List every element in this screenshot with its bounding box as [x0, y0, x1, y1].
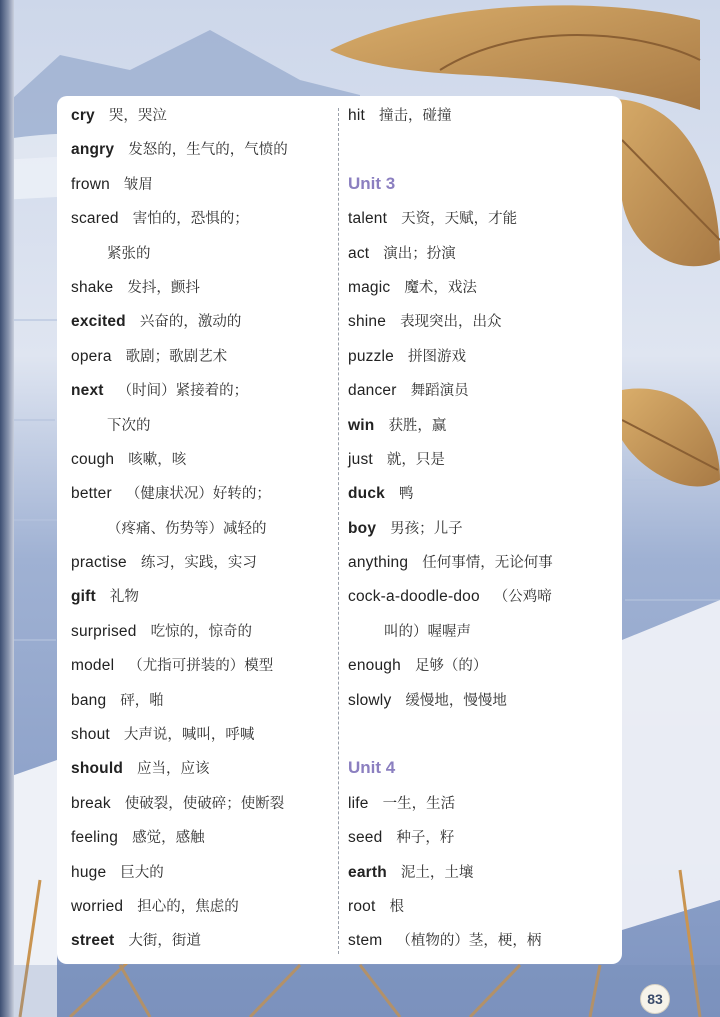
vocab-entry: [71, 855, 333, 889]
vocab-meaning: 礼物: [109, 589, 139, 606]
vocab-entry: [71, 408, 333, 442]
vocab-entry: [71, 820, 333, 854]
vocab-word: earth: [348, 863, 387, 881]
vocab-entry: [71, 270, 333, 304]
vocab-meaning: （时间）紧接着的；: [117, 383, 249, 400]
vocab-entry: [71, 683, 333, 717]
vocab-meaning: 就，只是: [386, 451, 445, 468]
vocab-entry: [348, 648, 610, 682]
vocab-word: gift: [71, 588, 96, 606]
vocab-word: life: [348, 794, 369, 812]
vocab-entry: [71, 201, 333, 235]
vocab-meaning: 一生，生活: [382, 795, 456, 812]
vocab-entry: [348, 442, 610, 476]
vocab-entry: [71, 167, 333, 201]
vocab-meaning: 歌剧；歌剧艺术: [125, 348, 228, 365]
vocab-entry: [348, 476, 610, 510]
vocab-meaning: 叫的）喔喔声: [384, 623, 471, 640]
vocab-meaning: 练习，实践，实习: [140, 555, 257, 572]
vocab-entry: [71, 98, 333, 132]
vocab-meaning: 砰，啪: [120, 692, 164, 709]
vocab-meaning: 大街，街道: [128, 933, 201, 950]
vocab-word: stem: [348, 932, 383, 950]
vocab-entry: [348, 683, 610, 717]
vocab-word: slowly: [348, 691, 392, 709]
vocab-entry: [71, 442, 333, 476]
left-column: [71, 98, 333, 958]
vocab-meaning: 根: [389, 898, 405, 915]
unit-heading: Unit 3: [348, 173, 396, 193]
vocab-meaning: 发怒的，生气的，气愤的: [128, 142, 288, 159]
vocab-word: boy: [348, 519, 377, 537]
page-number: 83: [640, 984, 670, 1014]
vocab-meaning: 吃惊的，惊奇的: [150, 623, 253, 640]
vocab-word: shout: [71, 726, 110, 744]
vocab-word: bang: [71, 691, 107, 709]
vocab-entry: [348, 98, 610, 132]
vocab-meaning: 哭，哭泣: [108, 108, 167, 124]
vocab-meaning: （植物的）茎，梗，柄: [396, 933, 542, 950]
vocab-meaning: 男孩；儿子: [390, 520, 463, 537]
vocab-entry: [71, 614, 333, 648]
vocab-word: talent: [348, 210, 388, 228]
vocab-word: magic: [348, 278, 391, 296]
vocab-word: next: [71, 382, 104, 400]
vocab-word: shake: [71, 278, 114, 296]
spacer: [348, 717, 610, 751]
vocab-word: cock-a-doodle-doo: [348, 588, 480, 606]
vocab-word: practise: [71, 554, 127, 572]
vocab-entry: [348, 579, 610, 613]
vocab-meaning: 担心的，焦虑的: [137, 898, 239, 915]
vocab-entry: [71, 132, 333, 166]
vocab-word: duck: [348, 485, 385, 503]
vocab-meaning: （公鸡啼: [493, 589, 552, 606]
vocab-meaning: 表现突出，出众: [400, 314, 502, 331]
vocab-word: better: [71, 485, 112, 503]
vocab-meaning: （尤指可拼装的）模型: [128, 658, 274, 675]
vocab-entry: [71, 786, 333, 820]
vocab-word: scared: [71, 210, 119, 228]
vocab-entry: [71, 304, 333, 338]
vocab-word: act: [348, 244, 370, 262]
vocab-meaning: 害怕的，恐惧的；: [132, 211, 249, 228]
vocab-word: huge: [71, 863, 107, 881]
vocab-meaning: 种子，籽: [396, 830, 455, 847]
vocab-word: just: [348, 450, 373, 468]
vocab-word: anything: [348, 554, 409, 572]
vocab-meaning: 撞击，碰撞: [378, 108, 452, 124]
vocab-entry: [348, 923, 610, 957]
vocab-word: dancer: [348, 382, 397, 400]
vocab-word: shine: [348, 313, 387, 331]
vocab-entry: [348, 820, 610, 854]
page-gutter: [0, 0, 14, 1017]
vocab-entry: [348, 373, 610, 407]
vocab-word: cry: [71, 107, 95, 124]
vocab-meaning: 应当，应该: [137, 761, 210, 778]
vocab-meaning: 下次的: [107, 417, 151, 434]
vocab-word: break: [71, 794, 111, 812]
vocab-word: seed: [348, 829, 383, 847]
vocab-meaning: 大声说，喊叫，呼喊: [123, 727, 255, 744]
vocab-word: hit: [348, 107, 365, 124]
unit-heading: Unit 4: [348, 758, 396, 778]
vocab-entry: [71, 511, 333, 545]
vocab-meaning: 皱眉: [123, 176, 153, 193]
vocab-word: street: [71, 932, 115, 950]
vocab-meaning: 使破裂，使破碎；使断裂: [124, 795, 285, 812]
vocab-meaning: 演出；扮演: [383, 245, 456, 262]
vocab-word: root: [348, 897, 376, 915]
vocab-word: should: [71, 760, 123, 778]
vocab-word: puzzle: [348, 347, 395, 365]
vocab-word: worried: [71, 897, 124, 915]
vocab-entry: [71, 236, 333, 270]
vocab-word: win: [348, 416, 375, 434]
vocab-entry: [348, 889, 610, 923]
vocab-meaning: （健康状况）好转的；: [125, 486, 271, 503]
vocab-entry: [348, 855, 610, 889]
vocab-word: model: [71, 657, 115, 675]
vocab-meaning: 魔术，戏法: [404, 279, 477, 296]
vocab-meaning: 足够（的）: [414, 658, 488, 675]
vocab-entry: [348, 786, 610, 820]
vocab-meaning: 咳嗽，咳: [128, 451, 187, 468]
vocab-meaning: 感觉，感触: [132, 830, 205, 847]
vocab-entry: [348, 511, 610, 545]
vocab-word: surprised: [71, 622, 137, 640]
vocab-entry: [71, 339, 333, 373]
vocab-entry: [71, 889, 333, 923]
vocab-entry: [71, 751, 333, 785]
vocab-entry: [71, 923, 333, 957]
vocab-entry: [71, 545, 333, 579]
vocab-meaning: 发抖，颤抖: [127, 279, 200, 296]
vocab-word: opera: [71, 347, 112, 365]
vocab-word: enough: [348, 657, 401, 675]
vocab-meaning: 任何事情，无论何事: [422, 555, 553, 572]
vocab-entry: [71, 476, 333, 510]
vocab-entry: [348, 270, 610, 304]
vocab-entry: [348, 236, 610, 270]
vocab-entry: [71, 717, 333, 751]
vocab-word: feeling: [71, 829, 119, 847]
vocab-meaning: 兴奋的，激动的: [139, 314, 242, 331]
vocab-word: frown: [71, 175, 110, 193]
vocab-entry: [348, 339, 610, 373]
vocab-meaning: 获胜，赢: [388, 417, 447, 434]
vocab-entry: [71, 579, 333, 613]
vocab-entry: [71, 373, 333, 407]
vocab-entry: [348, 201, 610, 235]
vocab-entry: [71, 648, 333, 682]
vocab-meaning: 缓慢地，慢慢地: [405, 692, 507, 709]
vocab-meaning: 拼图游戏: [408, 348, 467, 365]
vocab-word: excited: [71, 313, 126, 331]
vocab-entry: [348, 304, 610, 338]
vocab-meaning: 巨大的: [120, 864, 164, 881]
vocab-meaning: 天资，天赋，才能: [401, 211, 518, 228]
vocab-entry: [348, 614, 610, 648]
vocab-meaning: （疼痛、伤势等）减轻的: [107, 520, 267, 537]
vocab-meaning: 泥土，土壤: [400, 864, 474, 881]
spacer: [348, 132, 610, 166]
right-column: [348, 98, 610, 958]
column-divider: [338, 108, 339, 954]
vocab-meaning: 紧张的: [107, 245, 151, 262]
vocab-meaning: 鸭: [398, 486, 414, 503]
vocab-word: cough: [71, 450, 115, 468]
vocab-meaning: 舞蹈演员: [410, 383, 469, 400]
vocab-word: angry: [71, 141, 115, 159]
vocab-entry: [348, 408, 610, 442]
vocab-entry: [348, 545, 610, 579]
